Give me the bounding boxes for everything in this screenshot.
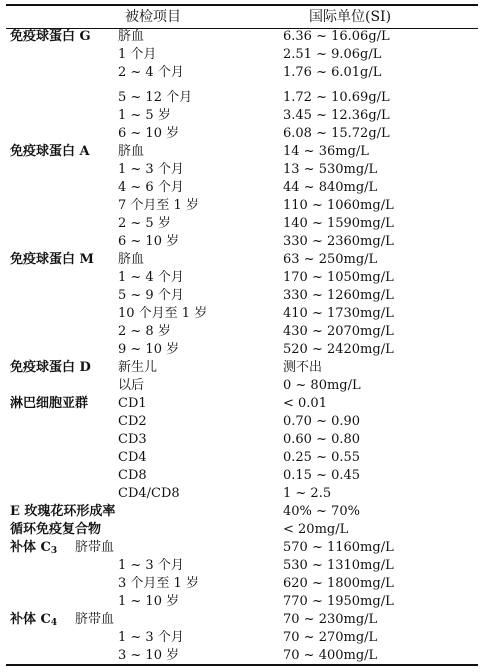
row-subgroup: 1 ~ 3 个月 <box>118 162 184 177</box>
row-subgroup: CD4/CD8 <box>118 486 180 501</box>
row-subgroup: 脐带血 <box>75 540 115 555</box>
row-si-value: 44 ~ 840mg/L <box>283 180 378 195</box>
row-subgroup: CD4 <box>118 450 147 465</box>
row-category: 补体 $C_4$ <box>10 612 58 628</box>
row-si-value: 14 ~ 36mg/L <box>283 144 369 159</box>
row-si-value: 0.60 ~ 0.80 <box>283 432 361 447</box>
row-category: 免疫球蛋白 A <box>10 144 90 159</box>
table-row <box>0 233 484 251</box>
header-item: 被检项目 <box>125 9 181 25</box>
row-si-value: 170 ~ 1050mg/L <box>283 270 394 285</box>
table-row <box>0 413 484 431</box>
table-row <box>0 431 484 449</box>
table-row <box>0 89 484 107</box>
row-subgroup: 1 ~ 3 个月 <box>118 630 184 645</box>
row-si-value: 2.51 ~ 9.06g/L <box>283 47 382 62</box>
row-subgroup: 3 个月至 1 岁 <box>118 576 199 591</box>
row-subgroup: 5 ~ 12 个月 <box>118 90 193 105</box>
table-row <box>0 107 484 125</box>
row-si-value: 330 ~ 1260mg/L <box>283 288 394 303</box>
table-row <box>0 359 484 377</box>
row-subgroup: CD8 <box>118 468 147 483</box>
table-row <box>0 64 484 82</box>
row-subgroup: 脐血 <box>118 29 145 44</box>
row-subgroup: 10 个月至 1 岁 <box>118 306 208 321</box>
table-row <box>0 629 484 647</box>
table-bottom-rule <box>6 664 478 666</box>
row-category: 免疫球蛋白 D <box>10 360 91 375</box>
row-si-value: 40% ~ 70% <box>283 504 360 519</box>
table-row <box>0 557 484 575</box>
row-si-value: 110 ~ 1060mg/L <box>283 198 394 213</box>
table-row <box>0 575 484 593</box>
row-si-value: 70 ~ 400mg/L <box>283 648 378 663</box>
table-row <box>0 503 484 521</box>
table-row <box>0 341 484 359</box>
table-row <box>0 323 484 341</box>
row-subgroup: 1 个月 <box>118 47 157 62</box>
row-si-value: 6.36 ~ 16.06g/L <box>283 29 390 44</box>
row-si-value: 0 ~ 80mg/L <box>283 378 361 393</box>
row-category: 循环免疫复合物 <box>10 522 102 537</box>
row-si-value: 430 ~ 2070mg/L <box>283 324 394 339</box>
row-subgroup: 1 ~ 5 岁 <box>118 108 171 123</box>
row-subgroup: 9 ~ 10 岁 <box>118 342 180 357</box>
row-si-value: 0.70 ~ 0.90 <box>283 414 361 429</box>
row-category: 免疫球蛋白 G <box>10 29 91 44</box>
row-category: 免疫球蛋白 M <box>10 252 94 267</box>
row-subgroup: 2 ~ 5 岁 <box>118 216 171 231</box>
row-subgroup: 7 个月至 1 岁 <box>118 198 199 213</box>
row-subgroup: 新生儿 <box>118 360 158 375</box>
table-row <box>0 46 484 64</box>
row-si-value: 520 ~ 2420mg/L <box>283 342 394 357</box>
row-subgroup: 2 ~ 8 岁 <box>118 324 171 339</box>
table-row <box>0 521 484 539</box>
row-subgroup: 6 ~ 10 岁 <box>118 234 180 249</box>
table-row <box>0 467 484 485</box>
row-subgroup: 1 ~ 3 个月 <box>118 558 184 573</box>
row-subgroup: 脐血 <box>118 252 145 267</box>
row-subgroup: CD3 <box>118 432 147 447</box>
row-category-subscript: 4 <box>50 618 58 628</box>
row-si-value: 770 ~ 1950mg/L <box>283 594 394 609</box>
row-subgroup: 3 ~ 10 岁 <box>118 648 180 663</box>
table-row <box>0 287 484 305</box>
table-row <box>0 647 484 665</box>
table-row <box>0 197 484 215</box>
row-si-value: 0.15 ~ 0.45 <box>283 468 361 483</box>
row-si-value: < 20mg/L <box>283 522 349 537</box>
table-row <box>0 305 484 323</box>
row-subgroup: 6 ~ 10 岁 <box>118 126 180 141</box>
header-si-unit: 国际单位(SI) <box>309 9 392 25</box>
table-row <box>0 161 484 179</box>
table-row <box>0 611 484 629</box>
row-subgroup: 2 ~ 4 个月 <box>118 65 184 80</box>
row-si-value: 620 ~ 1800mg/L <box>283 576 394 591</box>
row-si-value: 70 ~ 270mg/L <box>283 630 378 645</box>
row-subgroup: 以后 <box>118 378 145 393</box>
row-si-value: 测不出 <box>283 360 323 375</box>
row-si-value: 1.76 ~ 6.01g/L <box>283 65 382 80</box>
row-si-value: 70 ~ 230mg/L <box>283 612 378 627</box>
row-subgroup: CD1 <box>118 396 147 411</box>
table-row <box>0 377 484 395</box>
table-row <box>0 539 484 557</box>
row-category: E 玫瑰花环形成率 <box>10 504 116 519</box>
row-category: 补体 $C_3$ <box>10 540 58 556</box>
row-category: 淋巴细胞亚群 <box>10 396 89 411</box>
row-si-value: 410 ~ 1730mg/L <box>283 306 394 321</box>
row-subgroup: 5 ~ 9 个月 <box>118 288 184 303</box>
row-si-value: 6.08 ~ 15.72g/L <box>283 126 390 141</box>
row-subgroup: 1 ~ 10 岁 <box>118 594 180 609</box>
row-si-value: 140 ~ 1590mg/L <box>283 216 394 231</box>
table-row <box>0 593 484 611</box>
row-si-value: 3.45 ~ 12.36g/L <box>283 108 390 123</box>
row-si-value: 1.72 ~ 10.69g/L <box>283 90 390 105</box>
row-subgroup: 4 ~ 6 个月 <box>118 180 184 195</box>
row-si-value: 330 ~ 2360mg/L <box>283 234 394 249</box>
table-top-rule <box>6 4 478 6</box>
table-row <box>0 143 484 161</box>
row-si-value: 13 ~ 530mg/L <box>283 162 378 177</box>
row-si-value: 63 ~ 250mg/L <box>283 252 378 267</box>
row-si-value: 530 ~ 1310mg/L <box>283 558 394 573</box>
table-row <box>0 179 484 197</box>
table-row <box>0 215 484 233</box>
row-subgroup: 脐带血 <box>75 612 115 627</box>
table-row <box>0 449 484 467</box>
row-subgroup: CD2 <box>118 414 147 429</box>
row-si-value: 1 ~ 2.5 <box>283 486 332 501</box>
table-row <box>0 28 484 46</box>
row-si-value: 0.25 ~ 0.55 <box>283 450 361 465</box>
table-row <box>0 269 484 287</box>
table-row <box>0 395 484 413</box>
table-row <box>0 251 484 269</box>
row-si-value: 570 ~ 1160mg/L <box>283 540 394 555</box>
row-si-value: < 0.01 <box>283 396 327 411</box>
row-subgroup: 脐血 <box>118 144 145 159</box>
table-row <box>0 125 484 143</box>
row-category-subscript: 3 <box>50 546 58 556</box>
row-subgroup: 1 ~ 4 个月 <box>118 270 184 285</box>
table-row <box>0 485 484 503</box>
